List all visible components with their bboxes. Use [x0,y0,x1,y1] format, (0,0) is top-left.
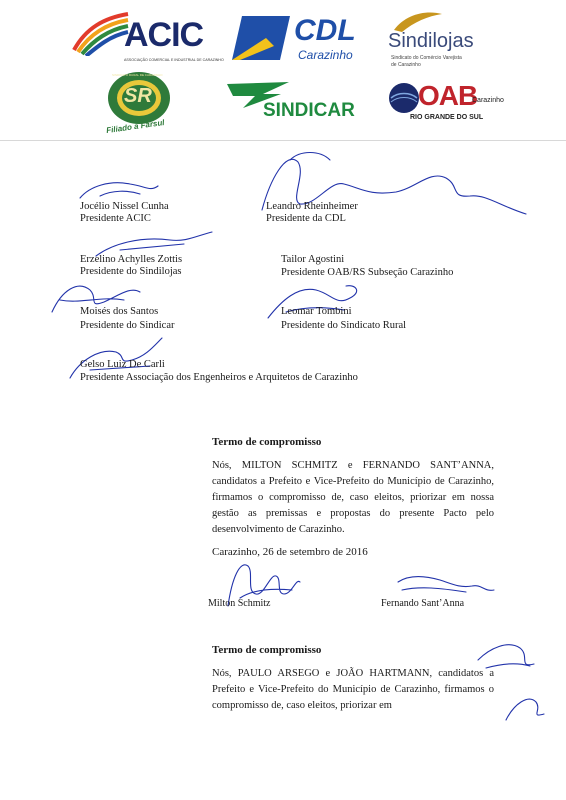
term1-heading: Termo de compromisso [212,436,322,448]
sr-initials: SR [124,85,152,107]
sindicato-rural-logo [100,70,180,138]
term2-heading: Termo de compromisso [212,644,322,656]
signatory-1-name: Jocélio Nissel Cunha [80,201,169,212]
sindilojas-leaf-icon [392,10,444,32]
signatory-2-name: Leandro Rheinheimer [266,201,358,212]
signatory-5-name: Moisés dos Santos [80,306,159,317]
term1-date: Carazinho, 26 de setembro de 2016 [212,546,368,558]
oab-name: OAB [418,80,478,111]
cdl-city: Carazinho [298,48,353,62]
term2-body: Nós, PAULO ARSEGO e JOÃO HARTMANN, candidatos a Prefeito e Vice-Prefeito do Município de Carazinho, firmamos o compromisso de, caso eleitos, priorizar em [212,668,494,711]
oab-logo [388,80,508,130]
oab-region: RIO GRANDE DO SUL [410,114,484,121]
signatory-6-name: Leomar Tombini [281,306,352,317]
signatory-4-name: Tailor Agostini [281,254,345,265]
term1-signer2: Fernando Sant’Anna [381,598,465,609]
signatory-7-name: Gelso Luiz De Carli [80,359,165,370]
header-divider [0,140,566,141]
cdl-name: CDL [294,14,356,47]
term1-signer1: Milton Schmitz [208,598,271,609]
sindilojas-line1: Sindicato do Comércio Varejista [391,55,462,61]
signatory-2-role: Presidente da CDL [266,213,346,224]
signatory-4-role: Presidente OAB/RS Subseção Carazinho [281,267,454,278]
signatory-5-role: Presidente do Sindicar [80,320,175,331]
cdl-mark-icon [232,16,290,60]
acic-name: ACIC [124,16,204,54]
signatory-7-role: Presidente Associação dos Engenheiros e Arquitetos de Carazinho [80,372,358,383]
signatory-3-role: Presidente do Sindilojas [80,266,182,277]
cdl-logo [232,14,362,66]
sr-ribbon: Filiado a Farsul [105,117,166,136]
oab-globe-icon [388,82,420,114]
sindilojas-line2: de Carazinho [391,62,421,68]
sindicar-logo [225,80,365,126]
sindicar-name: SINDICAR [263,100,355,121]
oab-city: Carazinho [472,97,504,104]
signatory-1-role: Presidente ACIC [80,213,151,224]
acic-swoosh-icon [70,10,130,56]
sindilojas-name: Sindilojas [388,30,474,52]
sr-ring-text: SINDICATO RURAL DE CARAZINHO [112,73,163,77]
acic-tagline: ASSOCIAÇÃO COMERCIAL E INDUSTRIAL DE CARAZINHO [124,58,224,62]
term1-body: Nós, MILTON SCHMITZ e FERNANDO SANT’ANNA, candidatos a Prefeito e Vice-Prefeito do Município de Carazinho, firmamos o compromisso de, caso eleitos, priorizar em nossa gestão as premissas e propostas do presente Pacto pelo desenvolvimento de Carazinho. [212,460,494,535]
sindilojas-logo [388,10,508,72]
acic-logo [70,8,224,68]
signatory-3-name: Erzelino Achylles Zottis [80,254,183,265]
signatory-6-role: Presidente do Sindicato Rural [281,320,407,331]
